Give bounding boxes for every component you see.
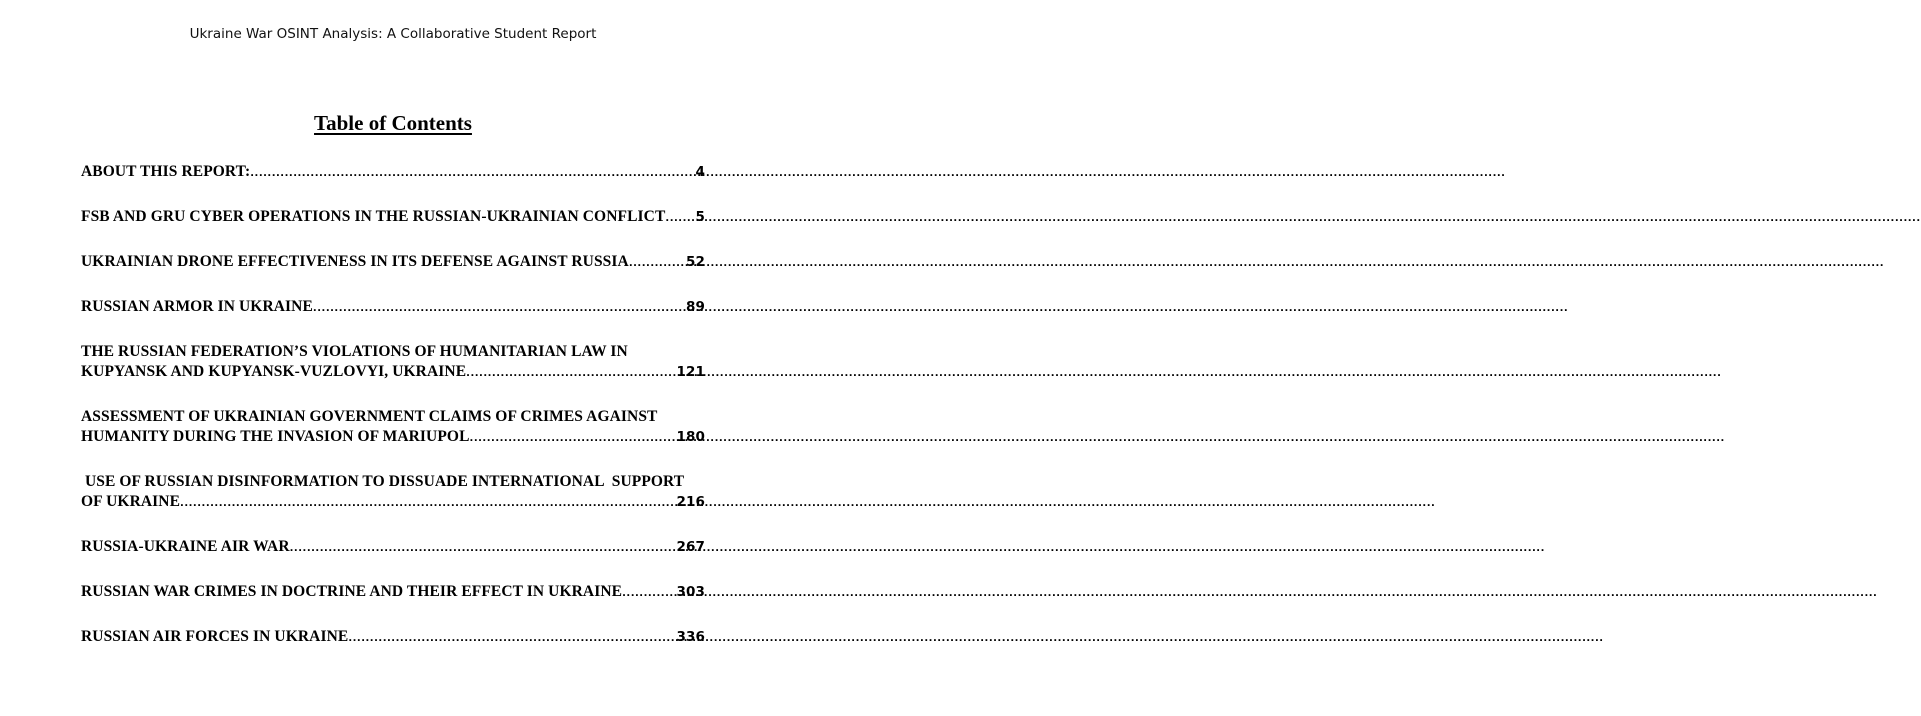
toc-dot-leader (466, 364, 676, 384)
toc-page-number: 216 (676, 494, 705, 510)
toc-entry-title: UKRAINIAN DRONE EFFECTIVENESS IN ITS DEFENSE AGAINST RUSSIA (81, 253, 629, 270)
toc-dot-leader (622, 584, 676, 604)
toc-entry-title: ABOUT THIS REPORT: (81, 163, 251, 180)
toc-entry-title: RUSSIAN AIR FORCES IN UKRAINE (81, 628, 349, 645)
toc-dot-leader (665, 209, 695, 229)
toc-page-number: 303 (676, 584, 705, 600)
toc-entry-title: RUSSIAN ARMOR IN UKRAINE (81, 298, 313, 315)
toc-page-number: 52 (686, 254, 705, 270)
toc-dot-leader (470, 429, 677, 449)
toc-page-number: 180 (676, 429, 705, 445)
toc-dot-leader (348, 629, 676, 649)
toc-entry-title: RUSSIAN WAR CRIMES IN DOCTRINE AND THEIR EFFECT IN UKRAINE (81, 583, 623, 600)
toc-entry-mariupol-claims-assessment[interactable] (81, 407, 705, 449)
toc-entry-title-line-2: KUPYANSK AND KUPYANSK-VUZLOVYI, UKRAINE (81, 363, 467, 380)
toc-entry-title-line-1: USE OF RUSSIAN DISINFORMATION TO DISSUADE INTERNATIONAL SUPPORT (81, 473, 685, 490)
toc-entry-humanitarian-law-violations[interactable] (81, 342, 705, 384)
toc-entry-ukrainian-drone-effectiveness[interactable] (81, 252, 705, 274)
toc-page-number: 336 (676, 629, 705, 645)
toc-entry-war-crimes-doctrine[interactable] (81, 582, 705, 604)
toc-entry-air-war[interactable] (81, 537, 705, 559)
toc-entry-title: RUSSIA-UKRAINE AIR WAR (81, 538, 290, 555)
toc-page-number: 89 (686, 299, 705, 315)
toc-entry-title-line-2: HUMANITY DURING THE INVASION OF MARIUPOL (81, 428, 470, 445)
toc-page-number: 5 (695, 209, 705, 225)
toc-page-number: 121 (676, 364, 705, 380)
toc-dot-leader (629, 254, 686, 274)
toc-entry-russian-disinformation[interactable] (81, 472, 705, 514)
toc-entry-title: FSB AND GRU CYBER OPERATIONS IN THE RUSSIAN-UKRAINIAN CONFLICT (81, 208, 666, 225)
toc-dot-leader (313, 299, 686, 319)
toc-entry-russian-armor[interactable] (81, 297, 705, 319)
document-page (0, 0, 772, 716)
toc-title: Table of Contents (314, 111, 472, 135)
toc-entry-title-line-2: OF UKRAINE (81, 493, 181, 510)
toc-dot-leader (290, 539, 677, 559)
toc-entry-about-this-report[interactable] (81, 162, 705, 184)
toc-entry-russian-air-forces[interactable] (81, 627, 705, 649)
toc-entry-fsb-gru-cyber-operations[interactable] (81, 207, 705, 229)
toc-entry-title-line-1: THE RUSSIAN FEDERATION’S VIOLATIONS OF HUMANITARIAN LAW IN (81, 343, 628, 360)
toc-dot-leader (250, 164, 695, 184)
toc-dot-leader (180, 494, 676, 514)
running-header: Ukraine War OSINT Analysis: A Collaborative Student Report (189, 26, 597, 42)
toc-entry-title-line-1: ASSESSMENT OF UKRAINIAN GOVERNMENT CLAIMS OF CRIMES AGAINST (81, 408, 658, 425)
toc-page-number: 267 (676, 539, 705, 555)
toc-page-number: 4 (695, 164, 705, 180)
